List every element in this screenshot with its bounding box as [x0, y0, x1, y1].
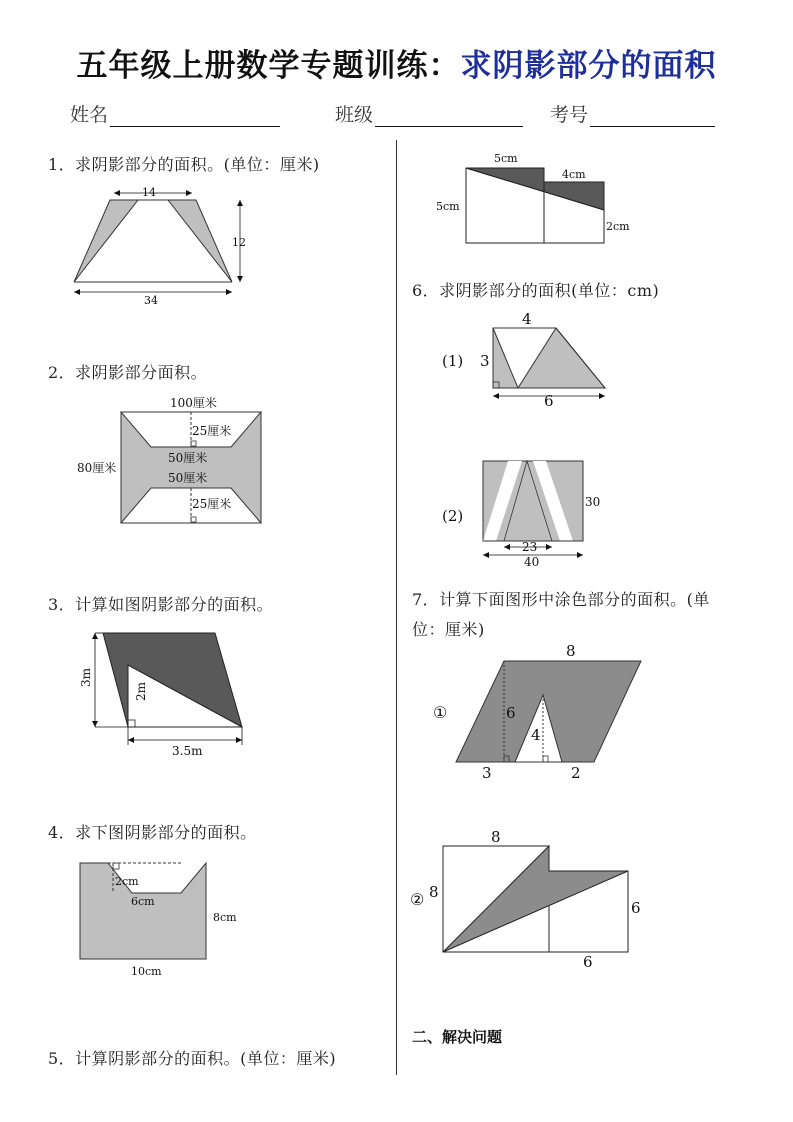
- title-accent: 求阴影部分的面积: [460, 48, 717, 84]
- q5-figure: [430, 148, 640, 248]
- q6-part1-label-height: 3: [480, 352, 490, 370]
- q4-label-inner: 6cm: [131, 895, 155, 908]
- q6-part1-label-base: 6: [544, 392, 554, 410]
- q3-figure: [75, 625, 265, 765]
- q2-label-mid-top: 50厘米: [168, 451, 208, 465]
- q7-part1-figure: [428, 640, 648, 785]
- q6-part1-label-top: 4: [522, 310, 532, 328]
- q5-label-small: 4cm: [562, 168, 586, 181]
- q6-part1-figure: [438, 310, 628, 410]
- q7-part2-figure: [405, 825, 645, 975]
- number-field[interactable]: [550, 100, 715, 127]
- q7-part1-label-inner: 4: [531, 726, 541, 744]
- q4-label-depth: 2cm: [115, 875, 139, 888]
- q3-text: 3．计算如图阴影部分的面积。: [48, 595, 274, 614]
- q2-figure: [75, 392, 275, 527]
- class-blank[interactable]: [375, 106, 523, 127]
- section-2-title: 二、解决问题: [412, 1028, 503, 1046]
- q1-label-bottom: 34: [144, 294, 158, 307]
- q2-label-height: 80厘米: [77, 461, 117, 475]
- class-label: 班级: [335, 104, 374, 126]
- q6-part2-label-height: 30: [585, 495, 601, 509]
- column-divider: [396, 140, 397, 1075]
- q7-part2-label-left: 8: [429, 883, 439, 901]
- q7-part1-tag: ①: [433, 703, 448, 722]
- q7-part2-label-bottom: 6: [583, 953, 593, 971]
- q5-label-right: 2cm: [606, 220, 630, 233]
- number-label: 考号: [550, 104, 589, 126]
- q5-label-big: 5cm: [494, 152, 518, 165]
- q7-part1-label-top: 8: [566, 642, 576, 660]
- q7-part2-label-top: 8: [491, 828, 501, 846]
- q3-label-inner: 2m: [134, 681, 148, 701]
- q6-part2-figure: [438, 455, 628, 570]
- q7-part2-label-right: 6: [631, 899, 641, 917]
- q2-text: 2．求阴影部分面积。: [48, 363, 208, 382]
- class-field[interactable]: [335, 100, 523, 127]
- name-label: 姓名: [70, 104, 109, 126]
- q2-label-gap-top: 25厘米: [192, 424, 232, 438]
- name-blank[interactable]: [110, 106, 280, 127]
- title-main: 五年级上册数学专题训练：: [76, 48, 461, 84]
- q4-text: 4．求下图阴影部分的面积。: [48, 823, 257, 842]
- q7-text-line2: 位：厘米): [412, 620, 485, 639]
- q4-label-width: 10cm: [131, 965, 162, 978]
- q1-label-height: 12: [232, 236, 246, 249]
- q6-text: 6．求阴影部分的面积(单位：cm): [412, 281, 660, 300]
- q2-label-mid-bottom: 50厘米: [168, 471, 208, 485]
- number-blank[interactable]: [590, 106, 715, 127]
- q2-label-width: 100厘米: [170, 396, 217, 410]
- q7-part1-label-left: 3: [482, 764, 492, 782]
- q6-part2-label-base: 40: [524, 555, 540, 569]
- q7-text-line1: 7．计算下面图形中涂色部分的面积。(单: [412, 590, 710, 609]
- q7-part1-label-height: 6: [506, 704, 516, 722]
- q6-part1-tag: (1): [442, 352, 464, 370]
- q1-label-top: 14: [142, 186, 156, 199]
- q7-part2-tag: ②: [410, 890, 425, 909]
- q6-part2-tag: (2): [442, 507, 464, 525]
- q5-text: 5．计算阴影部分的面积。(单位：厘米): [48, 1049, 337, 1068]
- page-title: [0, 40, 793, 85]
- q2-label-gap-bottom: 25厘米: [192, 497, 232, 511]
- q3-label-base: 3.5m: [172, 744, 203, 758]
- name-field[interactable]: [70, 100, 280, 127]
- q4-figure: [75, 855, 265, 985]
- q7-part1-label-right: 2: [571, 764, 581, 782]
- q3-label-height: 3m: [79, 667, 93, 687]
- q4-label-height: 8cm: [213, 911, 237, 924]
- q5-label-left: 5cm: [436, 200, 460, 213]
- q6-part2-label-inner: 23: [522, 540, 538, 554]
- q1-text: 1．求阴影部分的面积。(单位：厘米): [48, 155, 320, 174]
- q1-figure: [60, 180, 260, 310]
